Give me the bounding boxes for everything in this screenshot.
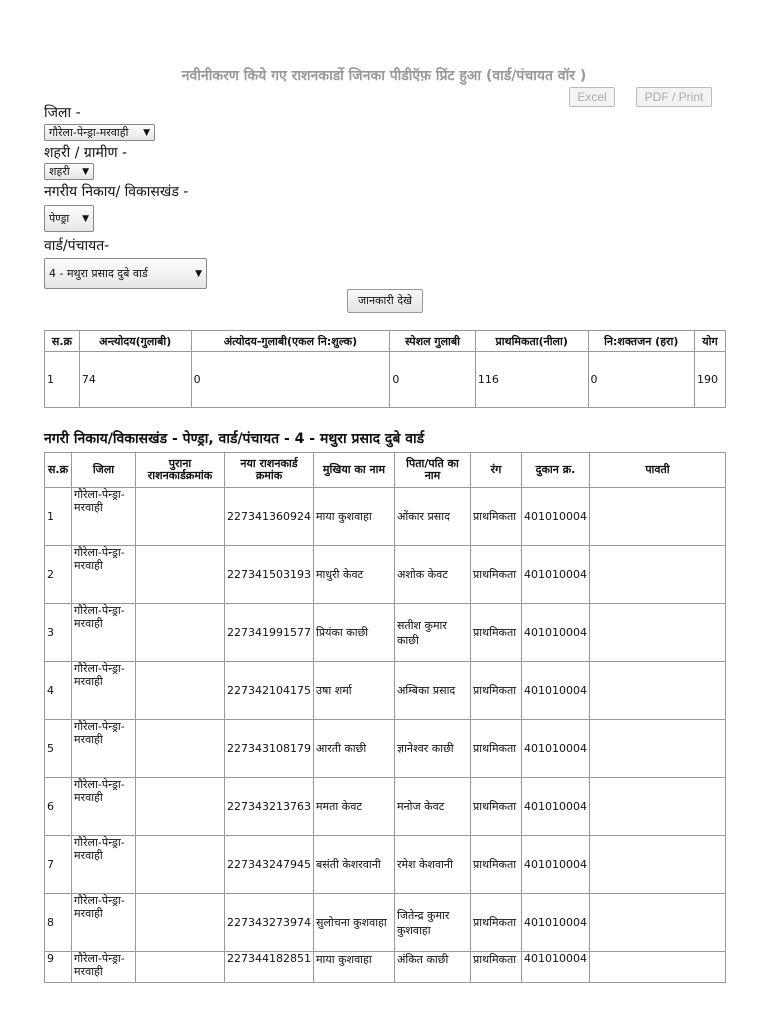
summary-header-antyodaya-single: अंत्योदय-गुलाबी(एकल नि:शुल्क)	[191, 331, 390, 352]
summary-row	[45, 352, 726, 408]
excel-button[interactable]: Excel	[569, 87, 615, 107]
cell-color: प्राथमिकता	[470, 546, 521, 604]
cell-new-card: 227343213763	[225, 778, 314, 836]
cell-sno: 7	[45, 836, 72, 894]
table-row	[45, 488, 726, 546]
district-label: जिला -	[44, 105, 81, 121]
cell-head-name: आरती काछी	[313, 720, 394, 778]
cell-district: गौरेला-पेन्ड्रा-मरवाही	[72, 546, 136, 604]
chevron-down-icon: ▼	[195, 268, 202, 279]
cell-color: प्राथमिकता	[470, 720, 521, 778]
cell-shop: 401010004	[521, 894, 589, 952]
summary-header-disabled: नि:शक्तजन (हरा)	[588, 331, 695, 352]
cell-old-card	[136, 720, 225, 778]
cell-receipt	[589, 720, 725, 778]
cell-new-card: 227341360924	[225, 488, 314, 546]
ward-select-value: 4 - मथुरा प्रसाद दुबे वार्ड	[49, 267, 148, 280]
cell-receipt	[589, 778, 725, 836]
cell-sno: 5	[45, 720, 72, 778]
cell-shop: 401010004	[521, 488, 589, 546]
cell-district: गौरेला-पेन्ड्रा-मरवाही	[72, 604, 136, 662]
cell-new-card: 227341991577	[225, 604, 314, 662]
cell-head-name: सुलोचना कुशवाहा	[313, 894, 394, 952]
cell-district: गौरेला-पेन्ड्रा-मरवाही	[72, 720, 136, 778]
cell-shop: 401010004	[521, 546, 589, 604]
detail-header-shop: दुकान क्र.	[521, 453, 589, 488]
cell-shop: 401010004	[521, 952, 589, 983]
cell-father-name: ओंकार प्रसाद	[394, 488, 470, 546]
cell-head-name: माधुरी केवट	[313, 546, 394, 604]
summary-header-sno: स.क्र	[45, 331, 80, 352]
cell-old-card	[136, 604, 225, 662]
summary-cell: 0	[390, 352, 476, 408]
summary-header-antyodaya: अन्त्योदय(गुलाबी)	[79, 331, 191, 352]
table-row	[45, 778, 726, 836]
detail-header-new-card: नया राशनकार्ड क्रमांक	[225, 453, 314, 488]
table-row	[45, 604, 726, 662]
table-row	[45, 894, 726, 952]
cell-color: प्राथमिकता	[470, 488, 521, 546]
summary-header-special-pink: स्पेशल गुलाबी	[390, 331, 476, 352]
cell-color: प्राथमिकता	[470, 952, 521, 983]
summary-header-priority: प्राथमिकता(नीला)	[475, 331, 588, 352]
detail-header-sno: स.क्र	[45, 453, 72, 488]
table-row	[45, 720, 726, 778]
cell-color: प्राथमिकता	[470, 836, 521, 894]
table-row	[45, 952, 726, 983]
cell-old-card	[136, 662, 225, 720]
detail-header-old-card: पुराना राशनकार्डक्रमांक	[136, 453, 225, 488]
cell-new-card: 227342104175	[225, 662, 314, 720]
chevron-down-icon: ▼	[143, 127, 150, 138]
cell-old-card	[136, 778, 225, 836]
cell-father-name: रमेश केशवानी	[394, 836, 470, 894]
cell-shop: 401010004	[521, 604, 589, 662]
chevron-down-icon: ▼	[82, 213, 89, 224]
cell-sno: 4	[45, 662, 72, 720]
detail-header-head-name: मुखिया का नाम	[313, 453, 394, 488]
cell-head-name: बसंती केशरवानी	[313, 836, 394, 894]
cell-sno: 9	[45, 952, 72, 983]
pdf-print-button[interactable]: PDF / Print	[636, 87, 712, 107]
summary-header-total: योग	[695, 331, 726, 352]
cell-father-name: जितेन्द्र कुमार कुशवाहा	[394, 894, 470, 952]
cell-head-name: माया कुशवाहा	[313, 488, 394, 546]
cell-color: प्राथमिकता	[470, 894, 521, 952]
cell-father-name: मनोज केवट	[394, 778, 470, 836]
area-select-value: शहरी	[49, 165, 70, 178]
detail-header-father-name: पिता/पति का नाम	[394, 453, 470, 488]
cell-receipt	[589, 546, 725, 604]
view-info-button[interactable]: जानकारी देखे	[347, 289, 423, 313]
chevron-down-icon: ▼	[82, 166, 89, 177]
cell-new-card: 227343247945	[225, 836, 314, 894]
cell-color: प्राथमिकता	[470, 662, 521, 720]
ward-select[interactable]	[44, 258, 207, 289]
cell-shop: 401010004	[521, 778, 589, 836]
cell-shop: 401010004	[521, 662, 589, 720]
cell-color: प्राथमिकता	[470, 604, 521, 662]
summary-cell: 0	[588, 352, 695, 408]
cell-district: गौरेला-पेन्ड्रा-मरवाही	[72, 778, 136, 836]
cell-old-card	[136, 836, 225, 894]
detail-table	[44, 452, 726, 983]
cell-father-name: सतीश कुमार काछी	[394, 604, 470, 662]
section-title: नगरी निकाय/विकासखंड - पेण्ड्रा, वार्ड/पंचायत - 4 - मथुरा प्रसाद दुबे वार्ड	[44, 431, 425, 447]
cell-new-card: 227343108179	[225, 720, 314, 778]
cell-old-card	[136, 894, 225, 952]
table-row	[45, 546, 726, 604]
cell-district: गौरेला-पेन्ड्रा-मरवाही	[72, 488, 136, 546]
cell-district: गौरेला-पेन्ड्रा-मरवाही	[72, 952, 136, 983]
summary-table	[44, 330, 726, 408]
summary-cell: 0	[191, 352, 390, 408]
area-label: शहरी / ग्रामीण -	[44, 145, 128, 161]
cell-father-name: अशोक केवट	[394, 546, 470, 604]
district-select-value: गौरेला-पेन्ड्रा-मरवाही	[49, 126, 129, 139]
cell-receipt	[589, 952, 725, 983]
cell-district: गौरेला-पेन्ड्रा-मरवाही	[72, 836, 136, 894]
cell-sno: 2	[45, 546, 72, 604]
body-select[interactable]	[44, 205, 94, 232]
cell-new-card: 227344182851	[225, 952, 314, 983]
cell-sno: 6	[45, 778, 72, 836]
cell-head-name: ममता केवट	[313, 778, 394, 836]
cell-receipt	[589, 894, 725, 952]
cell-sno: 1	[45, 488, 72, 546]
ward-label: वार्ड/पंचायत-	[44, 238, 110, 254]
district-select[interactable]	[44, 124, 155, 141]
cell-receipt	[589, 836, 725, 894]
cell-district: गौरेला-पेन्ड्रा-मरवाही	[72, 894, 136, 952]
cell-district: गौरेला-पेन्ड्रा-मरवाही	[72, 662, 136, 720]
cell-sno: 8	[45, 894, 72, 952]
summary-cell: 190	[695, 352, 726, 408]
cell-color: प्राथमिकता	[470, 778, 521, 836]
cell-new-card: 227343273974	[225, 894, 314, 952]
table-row	[45, 836, 726, 894]
detail-header-district: जिला	[72, 453, 136, 488]
cell-receipt	[589, 662, 725, 720]
area-select[interactable]	[44, 163, 94, 180]
cell-father-name: ज्ञानेश्वर काछी	[394, 720, 470, 778]
summary-header-row	[45, 331, 726, 352]
cell-old-card	[136, 546, 225, 604]
cell-old-card	[136, 488, 225, 546]
cell-receipt	[589, 488, 725, 546]
cell-head-name: माया कुशवाहा	[313, 952, 394, 983]
cell-head-name: प्रियंका काछी	[313, 604, 394, 662]
cell-father-name: अंकित काछी	[394, 952, 470, 983]
body-label: नगरीय निकाय/ विकासखंड -	[44, 184, 189, 200]
summary-cell: 1	[45, 352, 80, 408]
cell-receipt	[589, 604, 725, 662]
cell-shop: 401010004	[521, 836, 589, 894]
summary-cell: 74	[79, 352, 191, 408]
cell-shop: 401010004	[521, 720, 589, 778]
detail-header-receipt: पावती	[589, 453, 725, 488]
cell-new-card: 227341503193	[225, 546, 314, 604]
cell-sno: 3	[45, 604, 72, 662]
cell-head-name: उषा शर्मा	[313, 662, 394, 720]
page-title: नवीनीकरण किये गए राशनकार्डो जिनका पीडीऍफ़ प्रिंट हुआ (वार्ड/पंचायत वॉर )	[181, 68, 587, 84]
summary-cell: 116	[475, 352, 588, 408]
cell-old-card	[136, 952, 225, 983]
detail-header-color: रंग	[470, 453, 521, 488]
body-select-value: पेण्ड्रा	[49, 212, 70, 225]
cell-father-name: अम्बिका प्रसाद	[394, 662, 470, 720]
table-row	[45, 662, 726, 720]
detail-header-row	[45, 453, 726, 488]
